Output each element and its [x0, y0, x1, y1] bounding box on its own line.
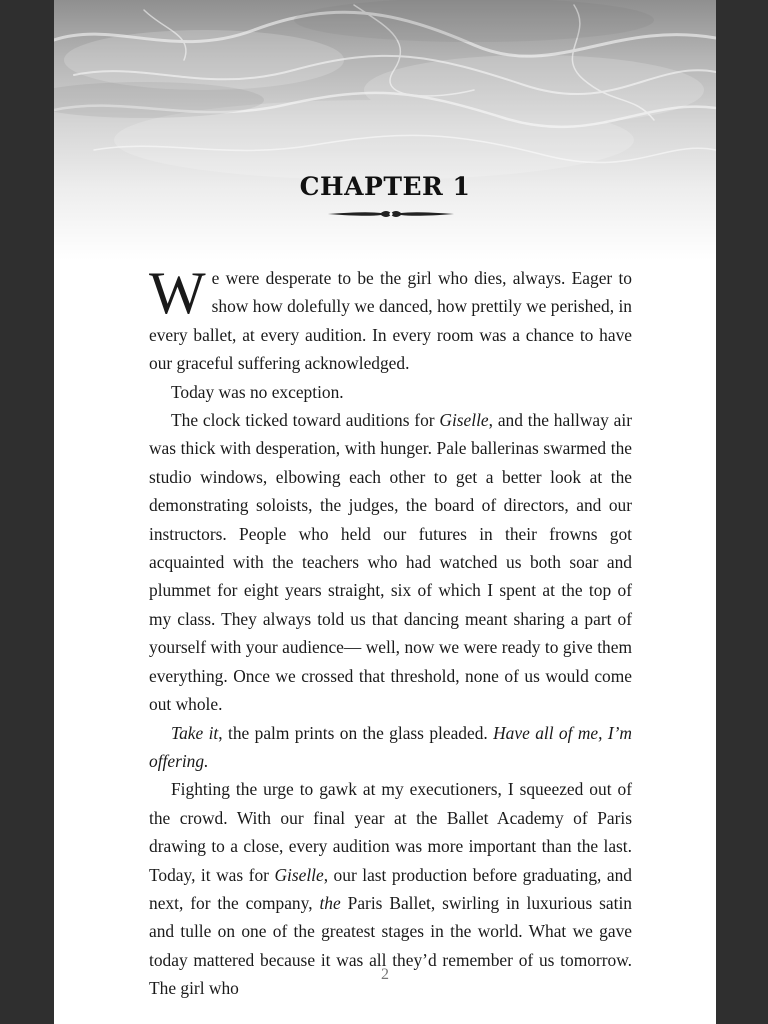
drop-cap: W: [149, 260, 206, 326]
paragraph: Take it, the palm prints on the glass pleaded. Have all of me, I’m offering.: [149, 722, 632, 771]
flourish-divider-icon: [326, 206, 456, 222]
paragraph: The clock ticked toward auditions for Giselle, and the hallway air was thick with desperation, with hunger. Pale ballerinas swarmed the studio windows, elbowing each other to get a better look at the demonstrating soloists, the judges, the board of directors, and our instructors. People who held our futures in their frowns got acquainted with the teachers who had watched us both soar and plummet for eight years straight, six of which I spent at the top of my class. They always told us that dancing meant sharing a part of yourself with your audience— well, now we were ready to give them everything. Once we crossed that threshold, none of us would come out whole.: [149, 410, 632, 715]
paragraph: Fighting the urge to gawk at my executioners, I squeezed out of the crowd. With our final year at the Ballet Academy of Paris drawing to a close, every audition was more important than the last. Today, it was for Giselle, our last production before graduating, and next, for the company, the Paris Ballet, swirling in luxurious satin and tulle on one of the greatest stages in the world. What we gave today mattered because it was all they’d remember of us tomorrow. The girl who: [149, 779, 632, 999]
book-page: [54, 0, 716, 1024]
paragraph: Today was no exception.: [171, 381, 344, 402]
page-number: 2: [381, 966, 389, 983]
paragraph: We were desperate to be the girl who dies, always. Eager to show how dolefully we danced, how prettily we perished, in every ballet, at every audition. In every room was a chance to have our graceful suffering acknowledged.: [149, 260, 632, 374]
chapter-title: CHAPTER 1: [299, 172, 471, 201]
chapter-body: [149, 260, 632, 1003]
